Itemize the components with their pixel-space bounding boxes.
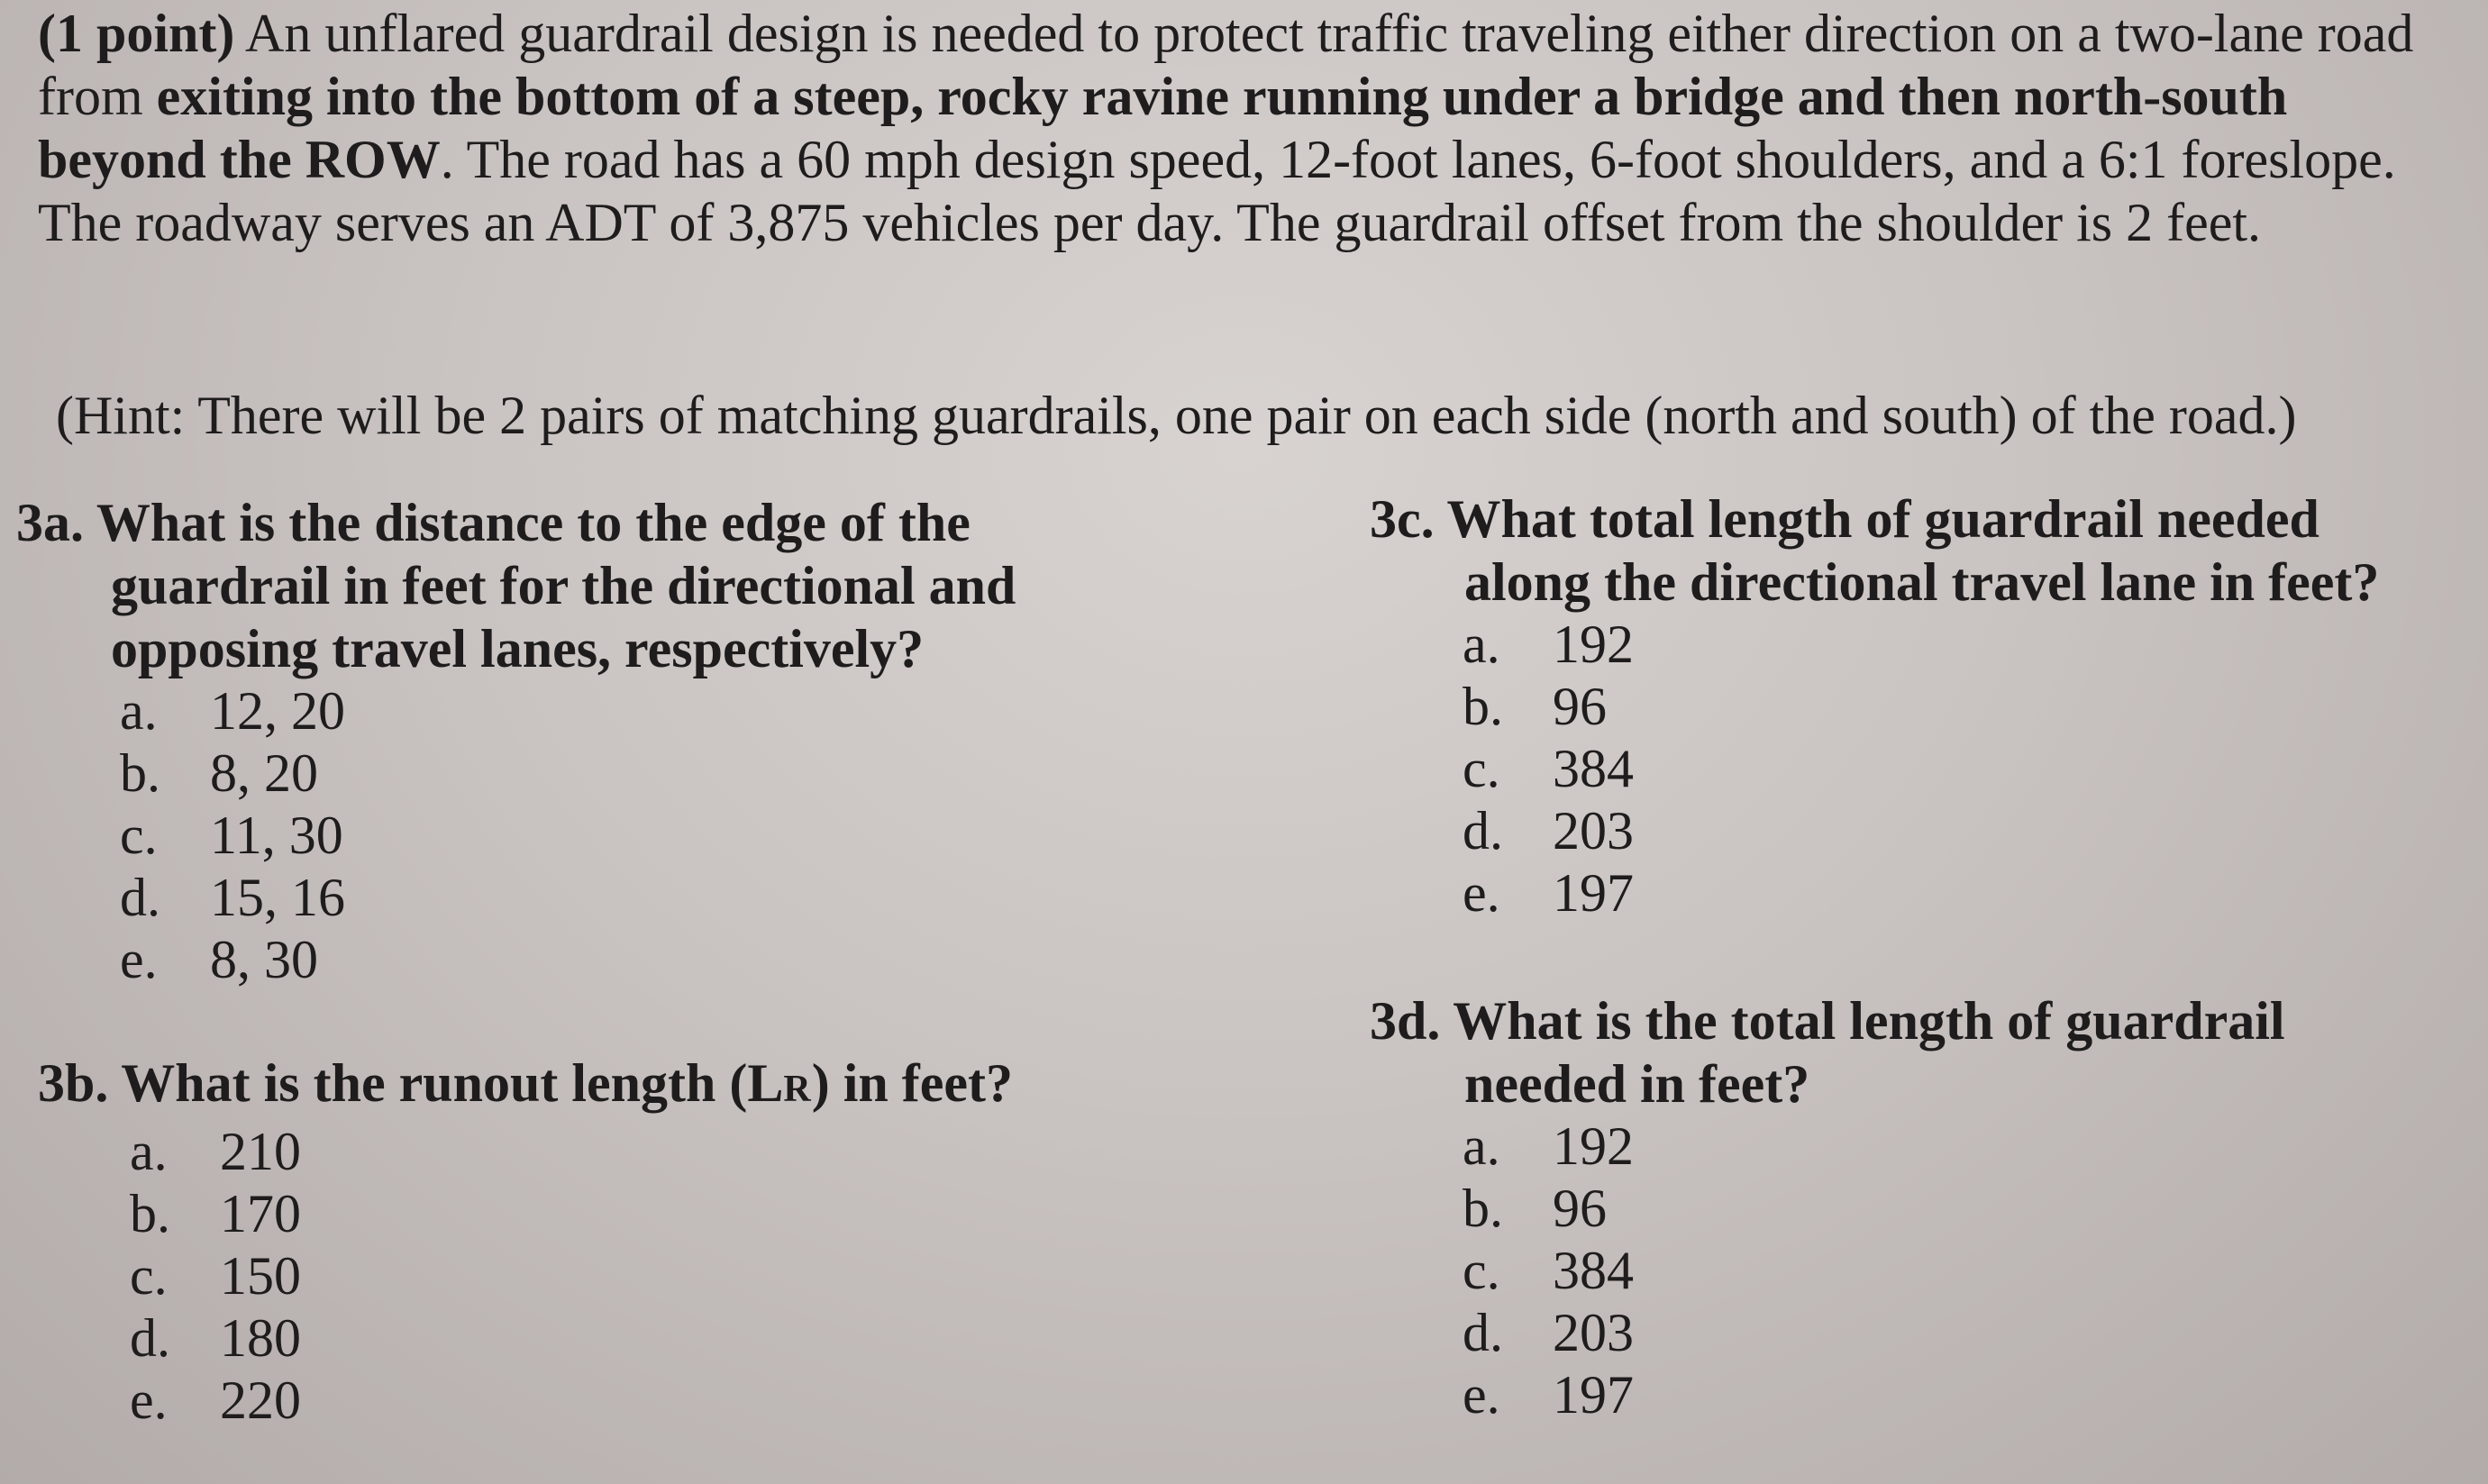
choice-value: 170 [220, 1184, 301, 1243]
point-value: (1 point) [38, 4, 235, 63]
question-3c-choices [1370, 614, 2469, 924]
choice-value: 384 [1553, 1241, 1634, 1300]
question-3a-title-line-1: 3a. What is the distance to the edge of the [16, 493, 971, 552]
answer-choice[interactable] [1463, 1364, 2469, 1426]
question-3a-choices [16, 680, 1188, 991]
choice-value: 11, 30 [210, 806, 343, 865]
choice-letter: a. [1463, 615, 1500, 674]
answer-choice[interactable] [1463, 676, 2469, 738]
choice-value: 180 [220, 1308, 301, 1368]
choice-letter: d. [1463, 801, 1503, 860]
answer-choice[interactable] [1463, 1178, 2469, 1240]
choice-value: 220 [220, 1370, 301, 1430]
question-3c [1370, 487, 2469, 924]
answer-choice[interactable] [130, 1121, 1209, 1183]
choice-value: 203 [1553, 1303, 1634, 1362]
answer-choice[interactable] [1463, 1302, 2469, 1364]
problem-text-1: An unflared guardrail design is needed to protect traffic traveling either direction on a two-lane road from [38, 4, 2414, 126]
choice-letter: a. [130, 1122, 168, 1181]
answer-choice[interactable] [1463, 738, 2469, 800]
choice-letter: c. [1463, 739, 1500, 798]
answer-choice[interactable] [1463, 1115, 2469, 1178]
choice-letter: c. [1463, 1241, 1500, 1300]
choice-value: 12, 20 [210, 681, 345, 741]
choice-letter: e. [1463, 863, 1500, 923]
question-3c-title-line-2: along the directional travel lane in feet? [1464, 552, 2380, 612]
answer-choice[interactable] [120, 680, 1188, 742]
choice-letter: d. [130, 1308, 170, 1368]
question-3c-title-line-1: 3c. What total length of guardrail needed [1370, 489, 2319, 549]
question-3d-title [1370, 989, 2469, 1115]
hint-text: (Hint: There will be 2 pairs of matching guardrails, one pair on each side (north and south) of the road.) [56, 386, 2297, 445]
choice-letter: e. [1463, 1365, 1500, 1425]
choice-value: 15, 16 [210, 868, 345, 927]
choice-letter: e. [130, 1370, 168, 1430]
problem-text-2: . The road has a 60 mph design speed, 12-foot lanes, 6-foot shoulders, and a 6:1 foreslope. The roadway serves an ADT of 3,875 vehicles per day. The guardrail offset from the shoulder is 2 feet. [38, 130, 2396, 252]
choice-value: 96 [1553, 677, 1607, 736]
problem-statement [38, 2, 2453, 254]
choice-letter: b. [1463, 1179, 1503, 1238]
problem-text-bold: exiting into the bottom of a steep, rocky ravine running under a bridge and then north-south beyond the ROW [38, 67, 2288, 189]
choice-letter: c. [130, 1246, 168, 1306]
choice-value: 384 [1553, 739, 1634, 798]
choice-letter: b. [130, 1184, 170, 1243]
choice-letter: d. [1463, 1303, 1503, 1362]
choice-letter: a. [120, 681, 158, 741]
question-3c-title [1370, 487, 2469, 614]
choice-value: 150 [220, 1246, 301, 1306]
answer-choice[interactable] [130, 1245, 1209, 1307]
answer-choice[interactable] [1463, 800, 2469, 862]
question-3d-title-line-2: needed in feet? [1464, 1054, 1810, 1114]
question-3d-choices [1370, 1115, 2469, 1426]
choice-letter: a. [1463, 1116, 1500, 1176]
question-3b-choices [38, 1121, 1209, 1432]
answer-choice[interactable] [1463, 1240, 2469, 1302]
question-3a-title-line-3: opposing travel lanes, respectively? [111, 619, 925, 678]
question-3b-title-pre: 3b. What is the runout length (L [38, 1053, 784, 1113]
answer-choice[interactable] [130, 1370, 1209, 1432]
choice-value: 8, 30 [210, 930, 318, 989]
answer-choice[interactable] [120, 805, 1188, 867]
answer-choice[interactable] [120, 929, 1188, 991]
question-3a [16, 491, 1188, 991]
answer-choice[interactable] [130, 1307, 1209, 1370]
question-3b-title-subscript: R [783, 1069, 812, 1110]
choice-value: 197 [1553, 863, 1634, 923]
choice-value: 210 [220, 1122, 301, 1181]
answer-choice[interactable] [1463, 614, 2469, 676]
choice-value: 96 [1553, 1179, 1607, 1238]
question-3d [1370, 989, 2469, 1426]
choice-value: 203 [1553, 801, 1634, 860]
question-3b-title-post: ) in feet? [811, 1053, 1013, 1113]
question-3b-title [38, 1052, 1209, 1121]
choice-letter: d. [120, 868, 160, 927]
choice-value: 8, 20 [210, 743, 318, 803]
choice-letter: b. [120, 743, 160, 803]
question-3a-title [16, 491, 1188, 680]
answer-choice[interactable] [130, 1183, 1209, 1245]
question-3a-title-line-2: guardrail in feet for the directional and [111, 556, 1016, 615]
choice-letter: e. [120, 930, 158, 989]
choice-value: 197 [1553, 1365, 1634, 1425]
answer-choice[interactable] [1463, 862, 2469, 924]
question-3b [38, 1052, 1209, 1432]
answer-choice[interactable] [120, 867, 1188, 929]
answer-choice[interactable] [120, 742, 1188, 805]
choice-letter: b. [1463, 677, 1503, 736]
question-3d-title-line-1: 3d. What is the total length of guardrail [1370, 991, 2285, 1051]
choice-value: 192 [1553, 615, 1634, 674]
choice-letter: c. [120, 806, 158, 865]
choice-value: 192 [1553, 1116, 1634, 1176]
